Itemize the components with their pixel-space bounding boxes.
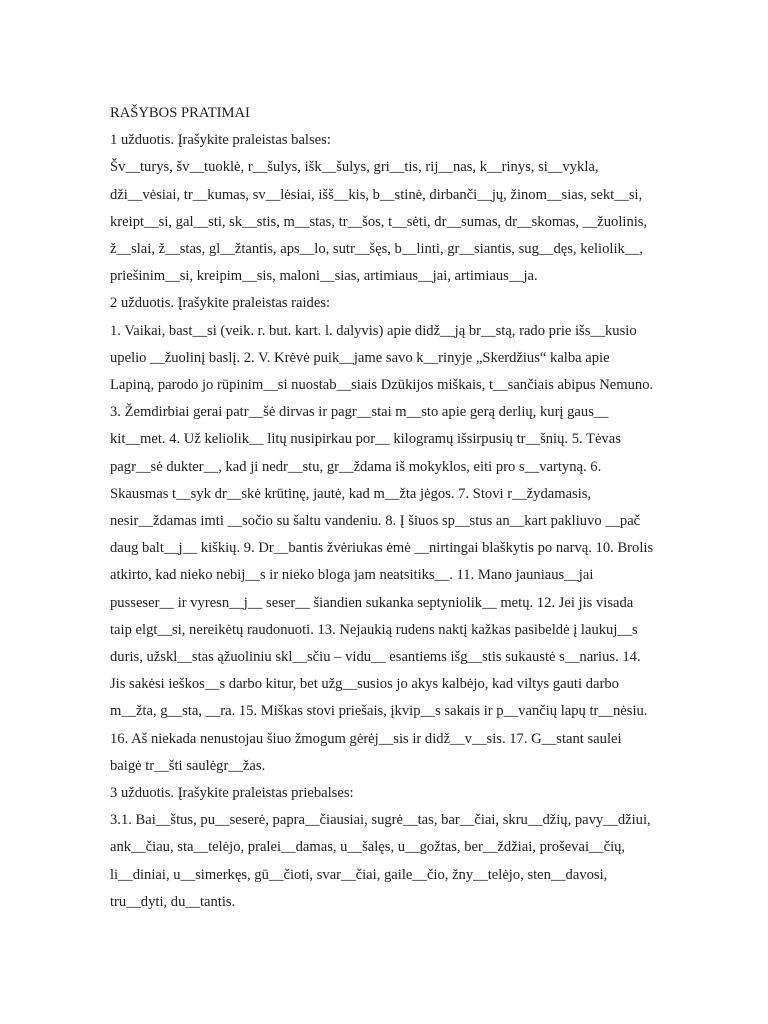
text-line: Šv__turys, šv__tuoklė, r__šulys, išk__šulys, gri__tis, rij__nas, k__rinys, si__vykla, [110,159,599,176]
text-line: tru__dyti, du__tantis. [110,893,236,910]
text-line: atkirto, kad nieko nebij__s ir nieko bloga jam neatsitiks__. 11. Mano jauniaus__jai [110,567,594,584]
text-line: m__žta, g__sta, __ra. 15. Miškas stovi priešais, įkvip__s sakais ir p__vančių lapų tr__nėsiu. [110,703,648,720]
text-line: nesir__ždamas imti __sočio su šaltu vandeniu. 8. Į šiuos sp__stus an__kart pakliuvo __pač [110,513,641,530]
exercise-1-heading: 1 užduotis. Įrašykite praleistas balses: [110,132,331,149]
exercise-2-heading: 2 užduotis. Įrašykite praleistas raides: [110,295,331,312]
text-line: priešinim__si, kreipim__sis, maloni__sias, artimiaus__jai, artimiaus__ja. [110,268,538,285]
text-line: baigė tr__šti saulėgr__žas. [110,757,266,774]
text-line: ank__čiau, sta__telėjo, pralei__damas, u__šalęs, u__gožtas, ber__ždžiai, proševai__čių, [110,839,626,856]
text-line: 3. Žemdirbiai gerai patr__šė dirvas ir pagr__stai m__sto apie gerą derlių, kurį gaus__ [110,404,609,421]
text-line: kreipt__si, gal__sti, sk__stis, m__stas, tr__šos, t__sėti, dr__sumas, dr__skomas, __žuolinis, [110,213,648,230]
text-line: dži__vėsiai, tr__kumas, sv__lėsiai, išš__kis, b__stinė, dirbanči__jų, žinom__sias, sekt__si, [110,186,643,203]
text-line: upelio __žuolinį baslį. 2. V. Krėvė puik__jame savo k__rinyje „Skerdžius“ kalba apie [110,349,610,366]
text-line: daug balt__j__ kiškių. 9. Dr__bantis žvėriukas ėmė __nirtingai blaškytis po narvą. 10. Brolis [110,540,654,557]
text-line: 3.1. Bai__štus, pu__seserė, papra__čiausiai, sugrė__tas, bar__čiai, skru__džių, pavy__džiui, [110,812,651,829]
text-line: Skausmas t__syk dr__skė krūtinę, jautė, kad m__žta jėgos. 7. Stovi r__žydamasis, [110,485,592,502]
text-line: ž__slai, ž__stas, gl__žtantis, aps__lo, sutr__šęs, b__linti, gr__siantis, sug__dęs, keliolik__, [110,241,644,258]
text-line: Jis sakėsi ieškos__s darbo kitur, bet užg__susios jo akys kalbėjo, kad viltys gauti darbo [110,676,619,693]
text-line: 1. Vaikai, bast__si (veik. r. but. kart. l. dalyvis) apie didž__ją br__stą, rado prie išs__kusio [110,322,637,339]
text-line: pusseser__ ir vyresn__j__ seser__ šiandien sukanka septyniolik__ metų. 12. Jei jis visada [110,594,634,611]
text-line: pagr__sė dukter__, kad ji nedr__stu, gr__ždama iš mokyklos, eiti pro s__vartyną. 6. [110,458,602,475]
text-line: duris, užskl__stas ąžuoliniu skl__sčiu – vidu__ esantiems išg__stis sukaustė s__narius. 14. [110,649,641,666]
text-line: taip elgt__si, nereikėtų raudonuoti. 13. Nejaukią rudens naktį kažkas pasibeldė į laukuj__s [110,621,638,638]
document-title: RAŠYBOS PRATIMAI [110,105,250,121]
text-line: Lapiną, parodo jo rūpinim__si nuostab__siais Dzūkijos miškais, t__sančiais abipus Nemuno. [110,377,654,394]
text-line: li__diniai, u__simerkęs, gū__čioti, svar__čiai, gaile__čio, žny__telėjo, sten__davosi, [110,866,608,883]
text-line: kit__met. 4. Už keliolik__ litų nusipirkau por__ kilogramų išsirpusių tr__šnių. 5. Tėvas [110,431,621,448]
exercise-3-heading: 3 užduotis. Įrašykite praleistas priebalses: [110,785,354,802]
text-line: 16. Aš niekada nenustojau šiuo žmogum gėrėj__sis ir didž__v__sis. 17. G__stant saulei [110,730,622,747]
document-body [110,100,690,916]
